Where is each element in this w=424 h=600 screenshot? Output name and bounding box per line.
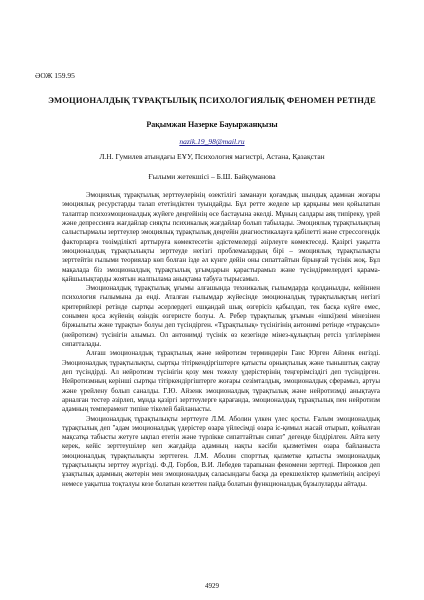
udc-code: ӘОЖ 159.95 bbox=[35, 71, 75, 80]
scientific-advisor: Ғылыми жетекшісі – Б.Ш. Байқуманова bbox=[148, 172, 276, 181]
body-paragraph: Эмоционалдық тұрақтылық ұғымы алғашында техникалық ғылымдарда қолданылды, кейіннен психология ғылымына да енді. Аталған ғылымдар жүйесінде эмоционалдық тұрақтылықтың негізгі критерийлері ретінде сыртқы әсерлердегі ешқандай шық өзгерісіз қабылдап, тек басқа күйге емес, сонымен қоса жүйенің өзіндік өзгеристе болуы. А. Ребер тұрақтылық ұғымын «ішкі)зені мінезінен біржылыты және тұрақты» болуы деп түсіндірген. «Тұрақтылық» түсінігінің антонимі ретінде «тұрақсыз» (нейротизм) түсінігін алымыз. Ол антонимді түсінік өз кезегінде мінез-құлықтың ретсіз үлгілерімен сипатталады. bbox=[62, 284, 380, 348]
body-paragraph: Эмоциялық тұрақтылық зерттеулерінің өзектілігі заманауи қоғамдық шындық адамнан жоғары эмоциялық ресурстарды талап ететіндіктен туындайды. Бұл ретте жеделе ыр қарқыны мен қойылатын талаптар психоэмоционалдық жүйеге деңгейінің өсе бастауына әкелді. Мұның салдары аяқ типіреку, үрей және депрессияға жағдайлар сияқты психикалық жағдайлар болып табылады. Эмоциялық тұрақтылықтың салыстырмалы зерттеулер эмоциялық тұрақтылық деңгейін диагностикалауға қабілетті және стрессогендік факторларға төзімділікті арттыруға көмектесетін әдістемелерді әзірлеуге көмектеседі. Қазіргі уақытта эмоционалдық тұрақтылықты зерттеуде негізгі проблемалардың бірі – эмоциялық тұрақтылықты зерттейтін ғылыми теориялар көп болған ізде әл күнге дейін оны сипаттайтын бірыңғай түсінік жоқ. Бұл мақалада біз эмоционалдық тұрақтылық ұғымдарын қарастырамыз және түсіндірмелердегі қарама-қайшылықтарды жоятын жалпылама анықтама табуға тырысамыз. bbox=[62, 191, 380, 283]
body-paragraph: Эмоционалдық тұрақтылықты зерттеуге Л.М. Аболин үлкен үлес қосты. Ғалым эмоционалдық тұрақтылық деп "адам эмоционалдық үдерістер өзара үйлесімді өзара іс-қимыл жасай отырып, қойылған мақсатқа табысты жетуге ықпал ететін және түрлікке сипаттайтын сипат" дегенде білдірілген. Айта кету керек, кейіс зерттеушілер кеп жағдайда адамның нақты кәсіби қызметімен өзара байланыста эмоционалдық тұрақтылықты зерттеген. Л.М. Аболин спорттық қызметке қатысты эмоционалдық тұрақтылықты зерттеу жүргізді. Ф.Д. Горбов, В.И. Лебедев тарапынан феномени зерттеді. Пирожков деп ұзақтылық адамның әкетерін мен эмоционалдық саласындағы басқа да ерекшеліктер қызметінің әлсіреуі немесе уақытша тоқталуы кезе болатын кезеттен пайда болатын функционалдық бұзылуларды айтады. bbox=[62, 414, 380, 488]
body-paragraph: Алғаш эмоционалдық тұрақтылық және нейротизм терминдерін Ганс Юрген Айзенк енгізді. Эмоционалдық тұрақтылықты, сыртқы тітіркендіргіштерге қатысты орнықтылық және тыныштық сақтау деп түсіндірді. Ал нейротизм түсінігін қозу мен тежелу үдерістерінің теңгерімсіздігі деп түсіндірген. Нейротизмның керінші сыртқы тітіркендіргіштерге жоғары сезімталдық, эмоционалдық сферамыз, артуы және үрейлену болып саналды. Г.Ю. Айзенк эмоционалдық тұрақтылық және нейротизмді анықтауға арналған тестер әзірлеп, мұнда қазіргі зерттеулерге қарағанда, эмоционалдық тұрақтылық пен нейротизм адамның темперамент типіне тікелей байланысты. bbox=[62, 349, 380, 414]
author-name: Рақымжан Назерке Бауыржанқызы bbox=[146, 120, 278, 129]
article-title: ЭМОЦИОНАЛДЫҚ ТҰРАҚТЫЛЫҚ ПСИХОЛОГИЯЛЫҚ ФЕНОМЕН РЕТІНДЕ bbox=[48, 95, 376, 105]
author-email-link[interactable]: nazik.19_98@mail.ru bbox=[179, 137, 245, 146]
page-number: 4929 bbox=[205, 582, 219, 590]
affiliation: Л.Н. Гумилев атындағы ЕҰУ, Психология магистрі, Астана, Қазақстан bbox=[99, 152, 325, 161]
author-email-line bbox=[0, 137, 424, 146]
article-body bbox=[62, 191, 380, 489]
